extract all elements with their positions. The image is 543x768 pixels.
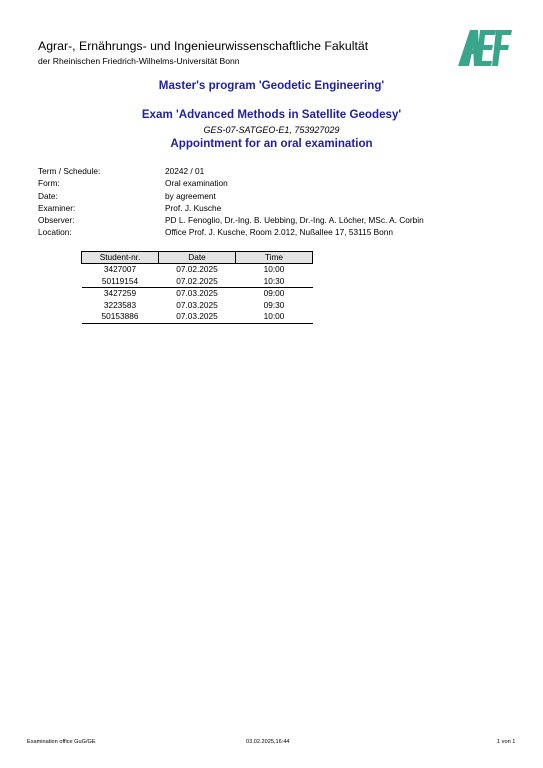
student-nr-cell: 50119154 [82, 276, 159, 288]
info-row-examiner [38, 202, 424, 214]
table-row [82, 311, 313, 323]
info-row-form [38, 177, 424, 189]
date-cell: 07.03.2025 [176, 288, 218, 298]
faculty-logo [458, 28, 512, 68]
footer-timestamp: 03.02.2025,16:44 [246, 739, 290, 745]
footer-office: Examination office GuG/GE [27, 739, 96, 745]
info-value: Oral examination [165, 178, 228, 189]
table-row [82, 264, 313, 276]
program-title: Master's program 'Geodetic Engineering' [158, 79, 385, 92]
table-header-row [82, 252, 313, 264]
time-cell: 10:00 [236, 311, 313, 323]
info-value: by agreement [165, 190, 216, 201]
info-value: Office Prof. J. Kusche, Room 2.012, Nußallee 17, 53115 Bonn [165, 227, 393, 238]
date-cell: 07.02.2025 [176, 264, 218, 274]
date-cell: 07.02.2025 [159, 276, 236, 288]
info-label: Location: [38, 227, 72, 238]
info-label: Examiner: [38, 202, 76, 213]
table-row [82, 300, 313, 312]
table-row [82, 276, 313, 288]
exam-code: GES-07-SATGEO-E1, 753927029 [203, 125, 340, 135]
time-cell: 09:30 [263, 299, 285, 310]
schedule-table [81, 251, 313, 324]
info-label: Date: [38, 190, 58, 201]
student-nr-cell: 3427259 [103, 288, 137, 298]
faculty-title: Agrar-, Ernährungs- und Ingenieurwissenschaftliche Fakultät [38, 39, 369, 53]
info-row-location [38, 226, 424, 238]
date-cell: 07.03.2025 [176, 299, 218, 310]
exam-info [38, 165, 424, 239]
student-nr-cell: 3223583 [103, 299, 137, 310]
time-cell: 10:30 [236, 276, 313, 288]
info-label: Term / Schedule: [38, 166, 101, 176]
date-cell: 07.03.2025 [159, 311, 236, 323]
exam-title: Exam 'Advanced Methods in Satellite Geodesy' [141, 108, 402, 121]
info-row-term [38, 165, 424, 177]
info-label: Observer: [38, 215, 75, 226]
student-nr-cell: 50153886 [82, 311, 159, 323]
time-cell: 10:00 [263, 264, 285, 274]
footer-page-number: 1 von 1 [497, 739, 516, 745]
time-cell: 09:00 [263, 288, 285, 298]
appointment-title: Appointment for an oral examination [170, 137, 373, 150]
info-value: Prof. J. Kusche [165, 202, 222, 213]
column-header-student-nr: Student-nr. [82, 252, 159, 264]
info-row-observer [38, 214, 424, 226]
university-name: der Rheinischen Friedrich-Wilhelms-Universität Bonn [38, 56, 240, 66]
student-nr-cell: 3427007 [103, 264, 137, 274]
column-header-time: Time [236, 252, 313, 264]
info-label: Form: [38, 178, 60, 189]
table-row [82, 288, 313, 300]
column-header-date: Date [159, 252, 236, 264]
info-value: PD L. Fenoglio, Dr.-Ing. B. Uebbing, Dr.-Ing. A. Löcher, MSc. A. Corbin [165, 215, 424, 226]
info-row-date [38, 190, 424, 202]
info-value: 20242 / 01 [165, 166, 205, 176]
